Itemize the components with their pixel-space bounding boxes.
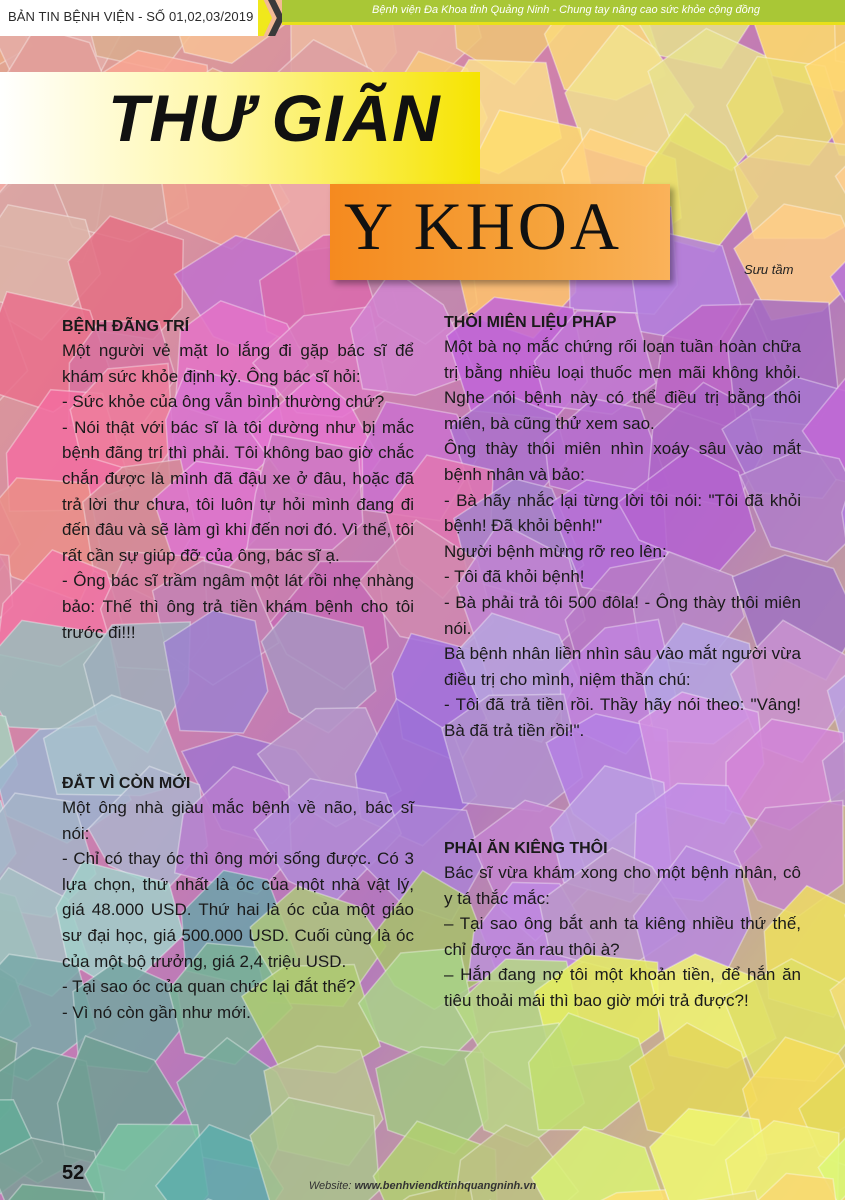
article-paragraph: - Tôi đã khỏi bệnh! xyxy=(444,567,585,587)
article-paragraph: - Bà hãy nhắc lại từng lời tôi nói: "Tôi đã khỏi bệnh! Đã khỏi bệnh!" xyxy=(444,490,801,536)
article-benh-dang-tri xyxy=(62,316,414,645)
article-paragraph: Người bệnh mừng rỡ reo lên: xyxy=(444,541,667,561)
article-paragraph: Một ông nhà giàu mắc bệnh về não, bác sĩ nói: xyxy=(62,798,414,843)
article-paragraph: - Vì nó còn gần như mới. xyxy=(62,1002,251,1022)
article-paragraph: - Nói thật với bác sĩ là tôi dường như bị mắc bệnh đãng trí thì phải. Tôi không bao giờ chắc chắn được là mình đã đậu xe ở đâu, hoặc đã trả lời thư chưa, tôi luôn tự hỏi mình đang đi đến đâu và sẽ làm gì khi đến nơi đó. Vì thế, tôi rất cần sự giúp đỡ của ông, bác sĩ ạ. xyxy=(62,417,414,565)
article-dat-vi-con-moi xyxy=(62,773,414,1025)
article-paragraph: Một bà nọ mắc chứng rối loạn tuần hoàn chữa trị bằng nhiều loại thuốc men mãi không khỏi. Nghe nói bệnh này có thể điều trị bằng thôi miên, bà cũng thử xem sao. xyxy=(444,337,801,433)
article-paragraph: - Sức khỏe của ông vẫn bình thường chứ? xyxy=(62,392,385,412)
header-tagline-text: Bệnh viện Đa Khoa tỉnh Quảng Ninh - Chung tay nâng cao sức khỏe cộng đồng xyxy=(372,4,760,16)
website-label: Website: xyxy=(308,1180,352,1192)
article-heading: PHẢI ĂN KIÊNG THÔI xyxy=(444,840,608,857)
website-url[interactable]: www.benhviendktinhquangninh.vn xyxy=(354,1180,537,1192)
article-paragraph: Một người vẻ mặt lo lắng đi gặp bác sĩ để khám sức khỏe định kỳ. Ông bác sĩ hỏi: xyxy=(62,341,414,386)
article-paragraph: Bác sĩ vừa khám xong cho một bệnh nhân, cô y tá thắc mắc: xyxy=(444,863,801,908)
article-paragraph: Bà bệnh nhân liền nhìn sâu vào mắt người vừa điều trị cho mình, niệm thần chú: xyxy=(444,644,801,689)
article-phai-an-kieng-thoi xyxy=(444,838,801,1014)
article-paragraph: - Bà phải trả tôi 500 đôla! - Ông thày thôi miên nói. xyxy=(444,592,801,638)
header-issue-text: BẢN TIN BỆNH VIỆN - SỐ 01,02,03/2019 xyxy=(8,9,254,24)
footer-website xyxy=(0,1180,845,1192)
article-paragraph: - Chỉ có thay óc thì ông mới sống được. Có 3 lựa chọn, thứ nhất là óc của một nhà vật lý, giá 48.000 USD. Thứ hai là óc của một giáo sư đại học, giá 500.000 USD. Cuối cùng là óc của một bộ trưởng, giá 2,4 triệu USD. xyxy=(62,849,414,971)
article-thoi-mien-lieu-phap xyxy=(444,312,801,744)
article-paragraph: – Hắn đang nợ tôi một khoản tiền, để hắn ăn tiêu thoải mái thì bao giờ mới trả được?! xyxy=(444,965,801,1010)
article-paragraph: - Ông bác sĩ trầm ngâm một lát rồi nhẹ nhàng bảo: Thế thì ông trả tiền khám bệnh cho tôi trước đi!!! xyxy=(62,571,414,642)
title-line-2: Y KHOA xyxy=(344,188,623,264)
article-paragraph: – Tại sao ông bắt anh ta kiêng nhiều thứ thế, chỉ được ăn rau thôi à? xyxy=(444,914,801,959)
article-heading: ĐẮT VÌ CÒN MỚI xyxy=(62,775,191,792)
article-paragraph: - Tại sao óc của quan chức lại đắt thế? xyxy=(62,977,356,997)
header-underline xyxy=(282,22,845,25)
article-paragraph: - Tôi đã trả tiền rồi. Thầy hãy nói theo: "Vâng! Bà đã trả tiền rồi!". xyxy=(444,695,801,740)
title-line-1: THƯ GIÃN xyxy=(108,81,441,155)
article-heading: BỆNH ĐÃNG TRÍ xyxy=(62,318,190,335)
article-paragraph: Ông thày thôi miên nhìn xoáy sâu vào mắt bệnh nhân và bảo: xyxy=(444,439,801,484)
article-heading: THÔI MIÊN LIỆU PHÁP xyxy=(444,314,617,331)
page-number: 52 xyxy=(62,1162,85,1184)
source-credit: Sưu tầm xyxy=(744,262,794,277)
